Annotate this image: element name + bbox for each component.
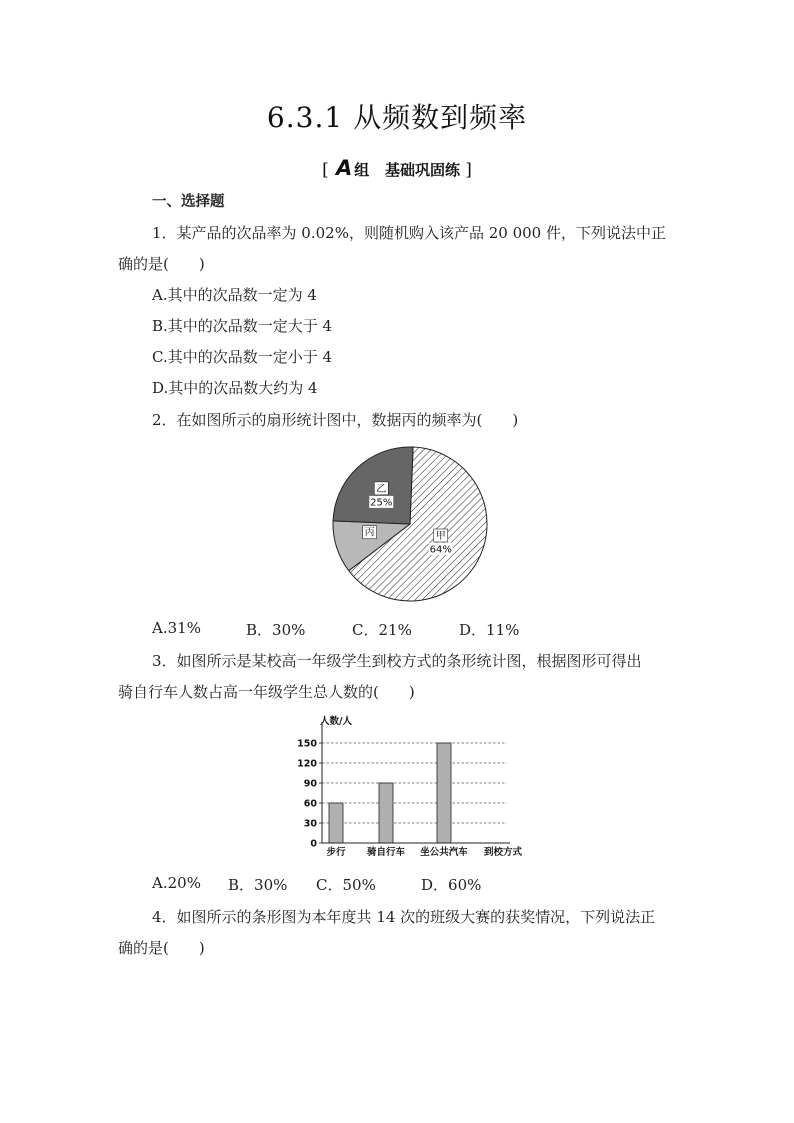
- bar-2: [379, 783, 393, 843]
- q2-option-d: D．11%: [459, 621, 520, 639]
- y-tick-label: 120: [297, 758, 317, 770]
- bar-chart: [290, 708, 530, 864]
- pie-chart: [320, 440, 500, 610]
- q3-option-d: D．60%: [421, 876, 482, 894]
- pie-label-name: 丙: [364, 527, 375, 539]
- bar-3: [437, 743, 451, 843]
- group-bracket-open: [: [322, 160, 329, 180]
- q4-line2: 确的是( ): [118, 939, 205, 957]
- q1-line2: 确的是( ): [118, 255, 205, 273]
- section-title: 一、选择题: [152, 194, 225, 210]
- group-bracket-close: ]: [465, 160, 472, 180]
- x-axis-label: 到校方式: [483, 847, 522, 858]
- y-tick-label: 90: [303, 778, 317, 790]
- y-tick-label: 60: [303, 798, 317, 810]
- q1-option-c: C.其中的次品数一定小于 4: [152, 348, 333, 366]
- q1-line1: 1．某产品的次品率为 0.02%，则随机购入该产品 20 000 件，下列说法中正: [152, 224, 666, 242]
- pie-slice-3: [333, 447, 413, 524]
- y-axis-label: 人数/人: [320, 716, 352, 727]
- y-tick-label: 150: [297, 738, 317, 750]
- q3-option-b: B．30%: [228, 876, 288, 894]
- x-category-label: 坐公共汽车: [420, 847, 468, 858]
- bar-1: [329, 803, 343, 843]
- x-category-label: 步行: [326, 847, 346, 858]
- q3-option-a: A.20%: [152, 874, 201, 892]
- y-tick-label: 0: [310, 838, 317, 850]
- q2-line1: 2．在如图所示的扇形统计图中，数据丙的频率为( ): [152, 411, 519, 429]
- q3-line2: 骑自行车人数占高一年级学生总人数的( ): [118, 683, 415, 701]
- pie-label-percent: 64%: [429, 544, 452, 556]
- q4-line1: 4．如图所示的条形图为本年度共 14 次的班级大赛的获奖情况，下列说法正: [152, 908, 656, 926]
- q3-line1: 3．如图所示是某校高一年级学生到校方式的条形统计图，根据图形可得出: [152, 652, 642, 670]
- pie-label-name: 甲: [435, 530, 446, 542]
- group-letter: A: [336, 156, 353, 180]
- q1-option-b: B.其中的次品数一定大于 4: [152, 317, 333, 335]
- group-header: [0, 156, 794, 180]
- q1-option-d: D.其中的次品数大约为 4: [152, 379, 318, 397]
- pie-label-name: 乙: [376, 483, 387, 495]
- q2-option-a: A.31%: [152, 619, 201, 637]
- group-label: 基础巩固练: [384, 161, 460, 179]
- q1-option-a: A.其中的次品数一定为 4: [152, 286, 317, 304]
- q2-option-b: B．30%: [246, 621, 306, 639]
- page-title: 6.3.1 从频数到频率: [266, 101, 528, 134]
- q3-option-c: C．50%: [316, 876, 376, 894]
- group-suffix: 组: [354, 161, 370, 179]
- q2-option-c: C．21%: [352, 621, 412, 639]
- x-category-label: 骑自行车: [366, 847, 406, 858]
- pie-label-percent: 25%: [370, 497, 393, 509]
- y-tick-label: 30: [303, 818, 317, 830]
